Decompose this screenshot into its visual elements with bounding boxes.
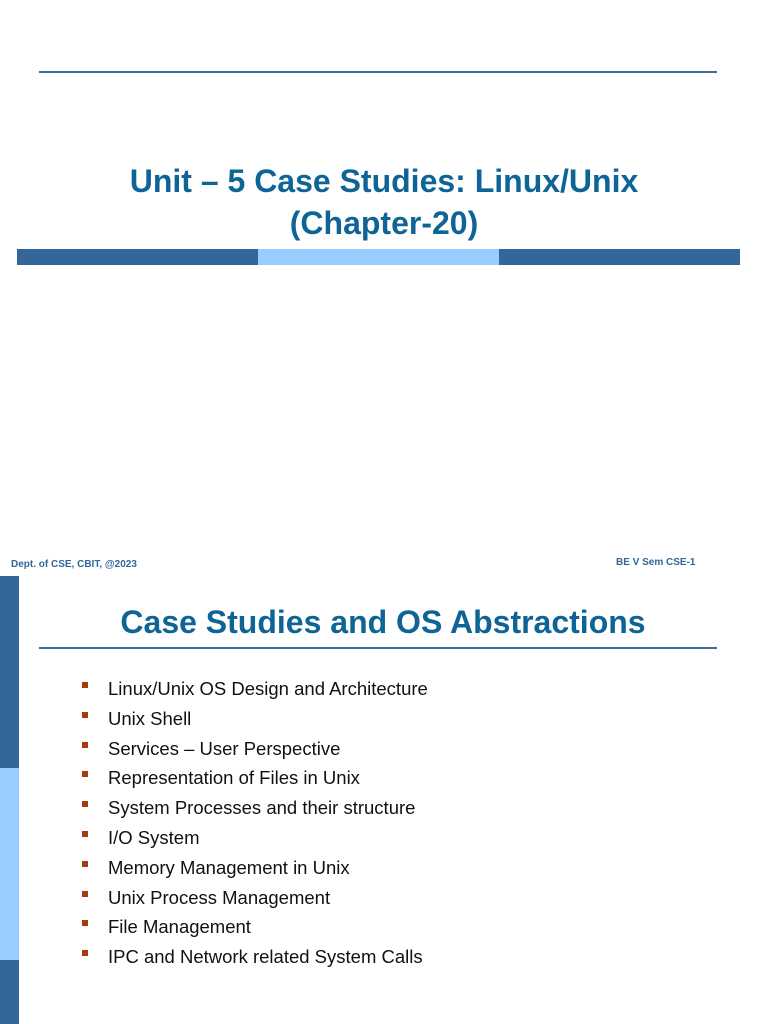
- color-band-segment-dark-left: [17, 249, 258, 265]
- slide-2-title: Case Studies and OS Abstractions: [120, 604, 646, 640]
- side-bar-segment-light: [0, 768, 19, 960]
- slide-1-title-line-1: Unit – 5 Case Studies: Linux/Unix: [129, 163, 639, 199]
- top-divider: [39, 71, 717, 73]
- square-bullet-icon: [82, 801, 88, 807]
- list-item-text: IPC and Network related System Calls: [108, 946, 423, 968]
- color-band: [17, 249, 740, 265]
- square-bullet-icon: [82, 891, 88, 897]
- list-item: [80, 704, 428, 734]
- square-bullet-icon: [82, 831, 88, 837]
- list-item-text: Unix Process Management: [108, 886, 331, 908]
- slide-2: [0, 576, 768, 1024]
- side-color-bar: [0, 576, 19, 1024]
- list-item-text: File Management: [108, 916, 251, 938]
- color-band-segment-light: [258, 249, 499, 265]
- footer-course: BE V Sem CSE-1: [616, 557, 696, 568]
- list-item: [80, 823, 428, 853]
- footer-department: Dept. of CSE, CBIT, @2023: [11, 559, 137, 570]
- title-divider: [39, 647, 717, 649]
- list-item: [80, 883, 428, 913]
- slide-1-title: [40, 160, 728, 244]
- list-item: [80, 912, 428, 942]
- list-item: [80, 674, 428, 704]
- square-bullet-icon: [82, 742, 88, 748]
- square-bullet-icon: [82, 712, 88, 718]
- list-item-text: I/O System: [108, 826, 200, 848]
- slide-1-title-line-2: (Chapter-20): [289, 205, 479, 241]
- list-item-text: Unix Shell: [108, 707, 192, 729]
- list-item: [80, 763, 428, 793]
- side-bar-segment-dark-bottom: [0, 960, 19, 1024]
- color-band-segment-dark-right: [499, 249, 740, 265]
- square-bullet-icon: [82, 920, 88, 926]
- list-item-text: System Processes and their structure: [108, 797, 416, 819]
- square-bullet-icon: [82, 950, 88, 956]
- list-item-text: Memory Management in Unix: [108, 856, 350, 878]
- list-item: [80, 853, 428, 883]
- topic-list: [80, 674, 428, 972]
- square-bullet-icon: [82, 861, 88, 867]
- square-bullet-icon: [82, 771, 88, 777]
- list-item: [80, 793, 428, 823]
- side-bar-segment-dark-top: [0, 576, 19, 768]
- list-item-text: Representation of Files in Unix: [108, 767, 360, 789]
- list-item-text: Services – User Perspective: [108, 737, 341, 759]
- list-item-text: Linux/Unix OS Design and Architecture: [108, 678, 428, 699]
- square-bullet-icon: [82, 682, 88, 688]
- list-item: [80, 942, 428, 972]
- list-item: [80, 734, 428, 764]
